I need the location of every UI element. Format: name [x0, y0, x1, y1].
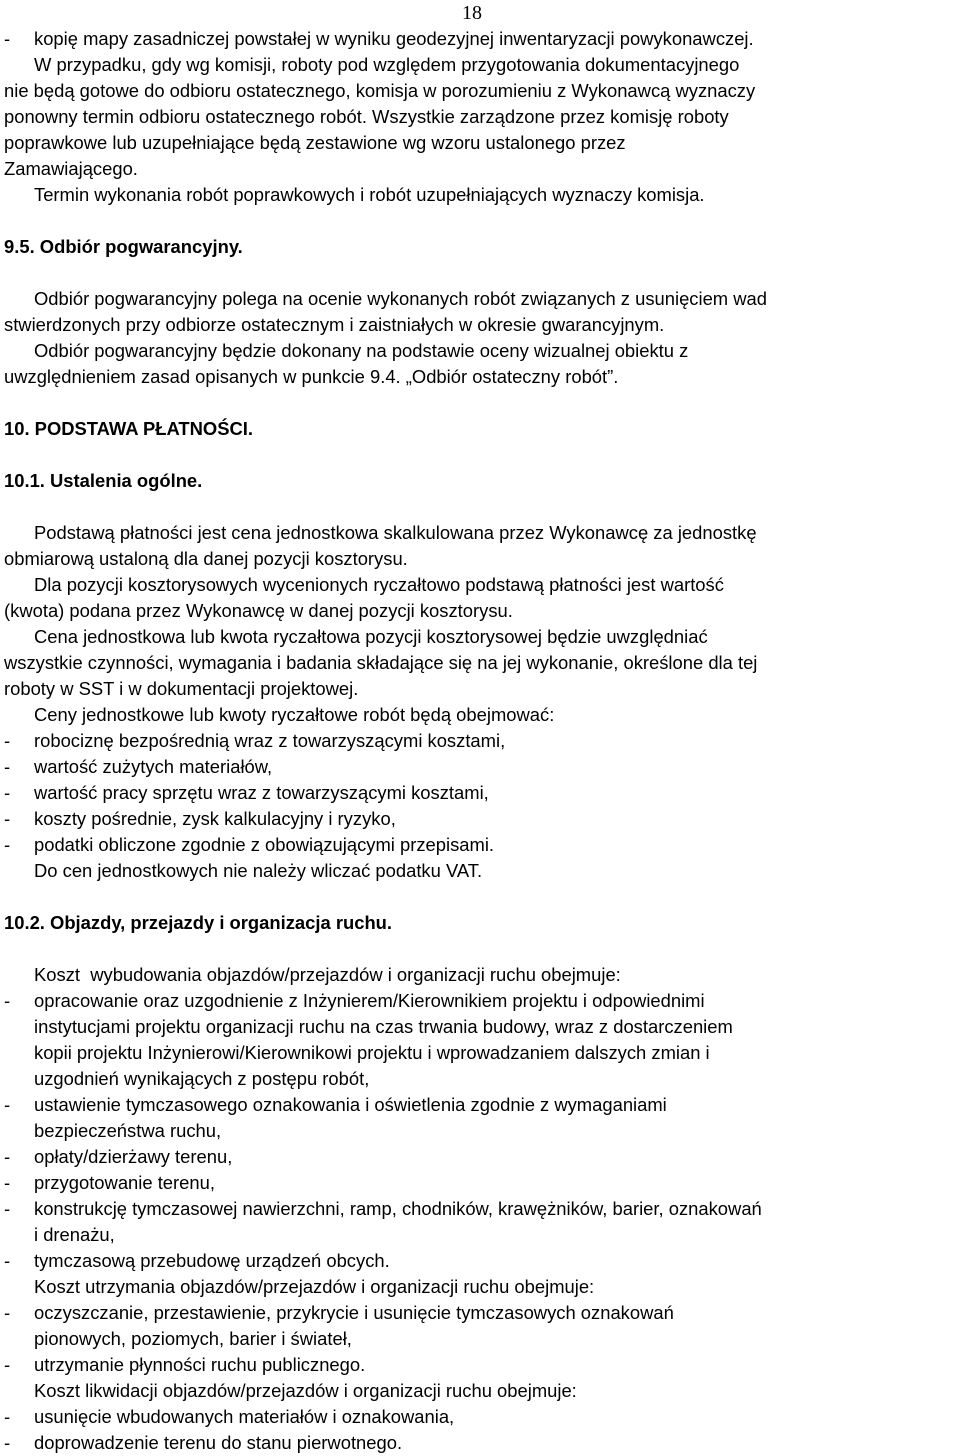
- list-dash: -: [4, 1250, 11, 1271]
- section-heading: 10. PODSTAWA PŁATNOŚCI.: [4, 418, 253, 439]
- list-dash: -: [4, 834, 11, 855]
- paragraph-line: roboty w SST i w dokumentacji projektowej.: [4, 678, 359, 699]
- paragraph-line: Podstawą płatności jest cena jednostkowa skalkulowana przez Wykonawcę za jednostkę: [34, 522, 757, 543]
- paragraph-line: nie będą gotowe do odbioru ostatecznego, komisja w porozumieniu z Wykonawcą wyznaczy: [4, 80, 756, 101]
- list-dash: -: [4, 1146, 11, 1167]
- paragraph-line: Koszt wybudowania objazdów/przejazdów i organizacji ruchu obejmuje:: [34, 964, 621, 985]
- list-dash: -: [4, 28, 11, 49]
- paragraph-line: Zamawiającego.: [4, 158, 138, 179]
- list-item-text: opracowanie oraz uzgodnienie z Inżynierem/Kierownikiem projektu i odpowiednimi: [34, 990, 705, 1011]
- paragraph-line: (kwota) podana przez Wykonawcę w danej pozycji kosztorysu.: [4, 600, 513, 621]
- paragraph-line: uzgodnień wynikających z postępu robót,: [34, 1068, 370, 1089]
- paragraph-line: obmiarową ustaloną dla danej pozycji kosztorysu.: [4, 548, 408, 569]
- list-item-text: podatki obliczone zgodnie z obowiązującymi przepisami.: [34, 834, 495, 855]
- list-item-text: usunięcie wbudowanych materiałów i oznakowania,: [34, 1406, 455, 1427]
- list-item-text: opłaty/dzierżawy terenu,: [34, 1146, 233, 1167]
- paragraph-line: wszystkie czynności, wymagania i badania składające się na jej wykonanie, określone dla tej: [4, 652, 758, 673]
- list-item-text: wartość pracy sprzętu wraz z towarzyszącymi kosztami,: [34, 782, 489, 803]
- list-item-text: utrzymanie płynności ruchu publicznego.: [34, 1354, 366, 1375]
- paragraph-line: Odbiór pogwarancyjny polega na ocenie wykonanych robót związanych z usunięciem wad: [34, 288, 767, 309]
- page-number: 18: [462, 2, 482, 24]
- list-item-text: ustawienie tymczasowego oznakowania i oświetlenia zgodnie z wymaganiami: [34, 1094, 667, 1115]
- paragraph-line: kopii projektu Inżynierowi/Kierownikowi projektu i wprowadzaniem dalszych zmian i: [34, 1042, 710, 1063]
- list-dash: -: [4, 730, 11, 751]
- list-dash: -: [4, 990, 11, 1011]
- list-item-text: konstrukcję tymczasowej nawierzchni, ramp, chodników, krawężników, barier, oznakowań: [34, 1198, 762, 1219]
- list-dash: -: [4, 1094, 11, 1115]
- list-item-text: kopię mapy zasadniczej powstałej w wyniku geodezyjnej inwentaryzacji powykonawczej.: [34, 28, 754, 49]
- paragraph-line: uwzględnieniem zasad opisanych w punkcie 9.4. „Odbiór ostateczny robót”.: [4, 366, 619, 387]
- paragraph-line: stwierdzonych przy odbiorze ostatecznym i zaistniałych w okresie gwarancyjnym.: [4, 314, 665, 335]
- section-heading: 10.2. Objazdy, przejazdy i organizacja ruchu.: [4, 912, 393, 933]
- list-dash: -: [4, 1198, 11, 1219]
- list-item-text: tymczasową przebudowę urządzeń obcych.: [34, 1250, 390, 1271]
- list-dash: -: [4, 756, 11, 777]
- paragraph-line: W przypadku, gdy wg komisji, roboty pod względem przygotowania dokumentacyjnego: [34, 54, 740, 75]
- list-dash: -: [4, 1432, 11, 1453]
- paragraph-line: Ceny jednostkowe lub kwoty ryczałtowe robót będą obejmować:: [34, 704, 555, 725]
- list-item-text: koszty pośrednie, zysk kalkulacyjny i ryzyko,: [34, 808, 396, 829]
- paragraph-line: Do cen jednostkowych nie należy wliczać podatku VAT.: [34, 860, 483, 881]
- list-dash: -: [4, 1172, 11, 1193]
- section-heading: 10.1. Ustalenia ogólne.: [4, 470, 203, 491]
- list-dash: -: [4, 782, 11, 803]
- paragraph-line: i drenażu,: [34, 1224, 115, 1245]
- list-item-text: przygotowanie terenu,: [34, 1172, 215, 1193]
- paragraph-line: Koszt likwidacji objazdów/przejazdów i organizacji ruchu obejmuje:: [34, 1380, 577, 1401]
- list-dash: -: [4, 1354, 11, 1375]
- list-item-text: oczyszczanie, przestawienie, przykrycie i usunięcie tymczasowych oznakowań: [34, 1302, 674, 1323]
- paragraph-line: Termin wykonania robót poprawkowych i robót uzupełniających wyznaczy komisja.: [34, 184, 705, 205]
- list-item-text: robociznę bezpośrednią wraz z towarzyszącymi kosztami,: [34, 730, 506, 751]
- paragraph-line: poprawkowe lub uzupełniające będą zestawione wg wzoru ustalonego przez: [4, 132, 626, 153]
- paragraph-line: Koszt utrzymania objazdów/przejazdów i organizacji ruchu obejmuje:: [34, 1276, 595, 1297]
- paragraph-line: Cena jednostkowa lub kwota ryczałtowa pozycji kosztorysowej będzie uwzględniać: [34, 626, 708, 647]
- paragraph-line: Odbiór pogwarancyjny będzie dokonany na podstawie oceny wizualnej obiektu z: [34, 340, 689, 361]
- paragraph-line: bezpieczeństwa ruchu,: [34, 1120, 222, 1141]
- list-item-text: wartość zużytych materiałów,: [34, 756, 273, 777]
- list-item-text: doprowadzenie terenu do stanu pierwotnego.: [34, 1432, 403, 1453]
- paragraph-line: ponowny termin odbioru ostatecznego robót. Wszystkie zarządzone przez komisję roboty: [4, 106, 729, 127]
- paragraph-line: instytucjami projektu organizacji ruchu na czas trwania budowy, wraz z dostarczeniem: [34, 1016, 733, 1037]
- list-dash: -: [4, 1406, 11, 1427]
- paragraph-line: Dla pozycji kosztorysowych wycenionych ryczałtowo podstawą płatności jest wartość: [34, 574, 724, 595]
- list-dash: -: [4, 1302, 11, 1323]
- list-dash: -: [4, 808, 11, 829]
- paragraph-line: pionowych, poziomych, barier i świateł,: [34, 1328, 352, 1349]
- section-heading: 9.5. Odbiór pogwarancyjny.: [4, 236, 243, 257]
